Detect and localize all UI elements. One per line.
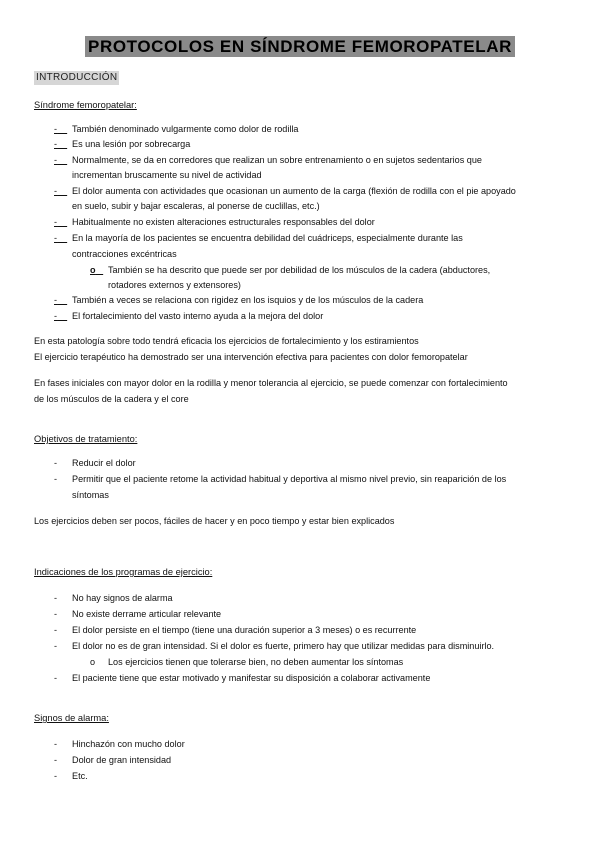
bullet-dash: -	[54, 155, 58, 165]
bullet-dash: -	[54, 593, 58, 603]
list-item: No existe derrame articular relevante	[72, 609, 222, 619]
bullet-dash: -	[54, 217, 58, 227]
list-item: En la mayoría de los pacientes se encuentra debilidad del cuádriceps, especialmente durante las	[72, 233, 463, 243]
intro-heading: INTRODUCCIÓN	[36, 72, 118, 83]
list-item: También a veces se relaciona con rigidez en los isquios y de los músculos de la cadera	[72, 295, 424, 305]
list-item-continuation: contracciones excéntricas	[72, 249, 177, 259]
list-item: No hay signos de alarma	[72, 593, 173, 603]
bullet-dash: -	[54, 673, 58, 683]
paragraph: En esta patología sobre todo tendrá eficacia los ejercicios de fortalecimiento y los estiramientos	[34, 336, 419, 346]
bullet-dash: -	[54, 233, 58, 243]
list-item: También denominado vulgarmente como dolor de rodilla	[72, 124, 299, 134]
paragraph: En fases iniciales con mayor dolor en la rodilla y menor tolerancia al ejercicio, se puede comenzar con fortalecimiento	[34, 378, 508, 388]
bullet-dash: -	[54, 474, 58, 484]
list-item: Permitir que el paciente retome la actividad habitual y deportiva al mismo nivel previo, sin reaparición de los	[72, 474, 507, 484]
bullet-dash: -	[54, 311, 58, 321]
list-item: Es una lesión por sobrecarga	[72, 139, 191, 149]
sub-bullet-circle: o	[90, 657, 96, 667]
list-item: El dolor no es de gran intensidad. Si el dolor es fuerte, primero hay que utilizar medidas para disminuirlo.	[72, 641, 495, 651]
page-title: PROTOCOLOS EN SÍNDROME FEMOROPATELAR	[85, 36, 515, 57]
paragraph: El ejercicio terapéutico ha demostrado ser una intervención efectiva para pacientes con dolor femoropatelar	[34, 352, 468, 362]
list-item: El fortalecimiento del vasto interno ayuda a la mejora del dolor	[72, 311, 324, 321]
list-item: El dolor persiste en el tiempo (tiene una duración superior a 3 meses) o es recurrente	[72, 625, 417, 635]
list-item-continuation: en suelo, subir y bajar escaleras, al ponerse de cuclillas, etc.)	[72, 201, 320, 211]
list-item: Habitualmente no existen alteraciones estructurales responsables del dolor	[72, 217, 375, 227]
bullet-dash: -	[54, 641, 58, 651]
list-item: Etc.	[72, 771, 88, 781]
sub-bullet-circle: o	[90, 265, 96, 275]
bullet-dash: -	[54, 458, 58, 468]
bullet-dash: -	[54, 739, 58, 749]
bullet-dash: -	[54, 124, 58, 134]
bullet-dash: -	[54, 625, 58, 635]
bullet-dash: -	[54, 295, 58, 305]
bullet-dash: -	[54, 609, 58, 619]
sub-list-item-continuation: rotadores externos y extensores)	[108, 280, 241, 290]
signos-heading: Signos de alarma:	[34, 713, 109, 723]
list-item: Dolor de gran intensidad	[72, 755, 172, 765]
list-item: Normalmente, se da en corredores que realizan un sobre entrenamiento o en sujetos sedentarios que	[72, 155, 482, 165]
bullet-dash: -	[54, 771, 58, 781]
list-item-continuation: síntomas	[72, 490, 109, 500]
sub-list-item: También se ha descrito que puede ser por debilidad de los músculos de la cadera (abductores,	[108, 265, 491, 275]
sindrome-heading: Síndrome femoropatelar:	[34, 100, 137, 110]
title-container	[0, 36, 600, 57]
bullet-dash: -	[54, 755, 58, 765]
bullet-dash: -	[54, 139, 58, 149]
list-item: El paciente tiene que estar motivado y manifestar su disposición a colaborar activamente	[72, 673, 431, 683]
paragraph: Los ejercicios deben ser pocos, fáciles de hacer y en poco tiempo y estar bien explicados	[34, 516, 395, 526]
bullet-dash: -	[54, 186, 58, 196]
sub-list-item: Los ejercicios tienen que tolerarse bien, no deben aumentar los síntomas	[108, 657, 404, 667]
list-item: El dolor aumenta con actividades que ocasionan un aumento de la carga (flexión de rodilla con el pie apoyado	[72, 186, 516, 196]
indicaciones-heading: Indicaciones de los programas de ejercicio:	[34, 567, 213, 577]
list-item: Hinchazón con mucho dolor	[72, 739, 185, 749]
list-item: Reducir el dolor	[72, 458, 136, 468]
paragraph-continuation: de los músculos de la cadera y el core	[34, 394, 189, 404]
list-item-continuation: incrementan bruscamente su nivel de actividad	[72, 170, 262, 180]
objetivos-heading: Objetivos de tratamiento:	[34, 434, 138, 444]
